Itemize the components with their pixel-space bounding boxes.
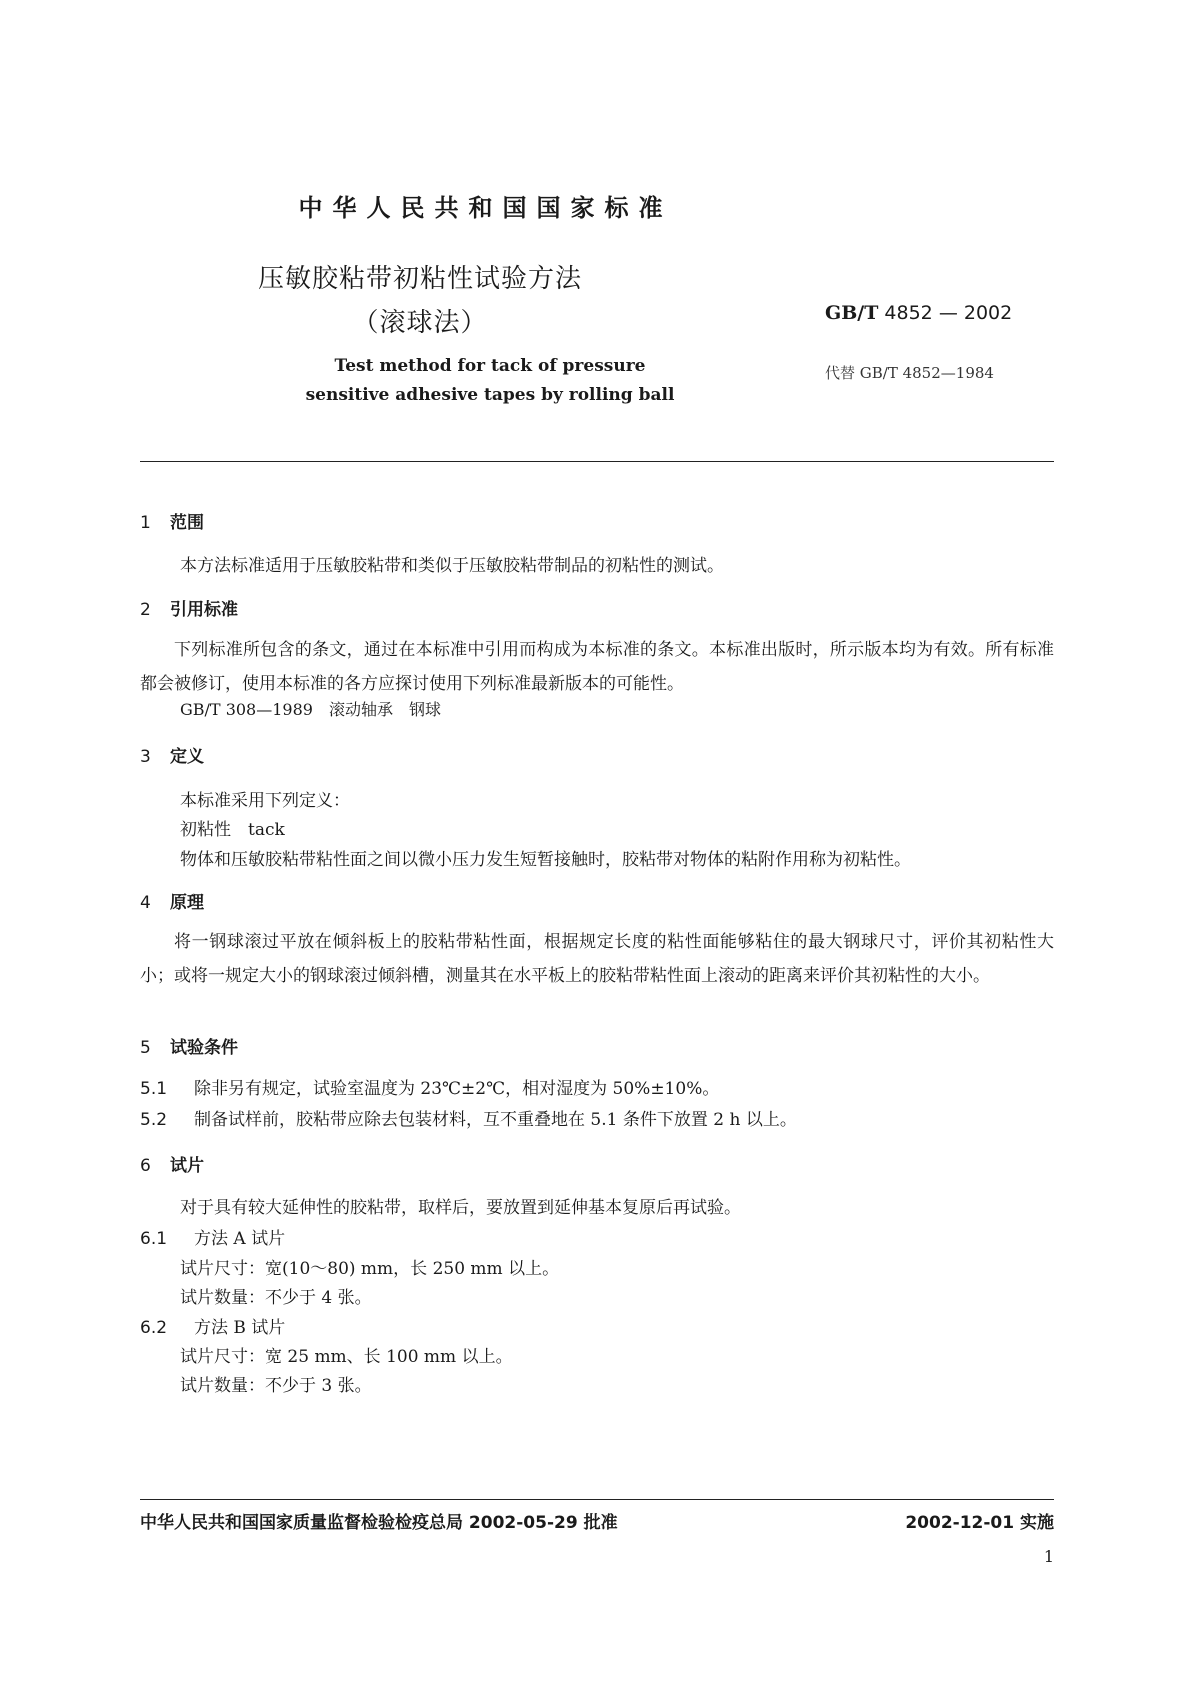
section-6-intro: 对于具有较大延伸性的胶粘带，取样后，要放置到延伸基本复原后再试验。 xyxy=(180,1198,741,1218)
title-zh-line2: （滚球法） xyxy=(352,308,488,338)
section-number: 2 xyxy=(140,600,151,620)
section-title: 引用标准 xyxy=(170,600,238,620)
title-en-line2: sensitive adhesive tapes by rolling ball xyxy=(305,385,675,405)
section-5-heading xyxy=(140,1033,238,1058)
section-3-heading xyxy=(140,742,204,767)
standard-code-prefix: GB/T xyxy=(825,302,879,324)
clause-number: 6.1 xyxy=(140,1229,168,1249)
clause-6-2 xyxy=(140,1313,285,1338)
section-2-reference: GB/T 308—1989 滚动轴承 钢球 xyxy=(180,700,441,719)
standard-code-number: 4852 — 2002 xyxy=(884,302,1013,324)
section-title: 试验条件 xyxy=(170,1038,238,1058)
section-3-term: 初粘性 tack xyxy=(180,820,285,840)
section-number: 1 xyxy=(140,513,151,533)
clause-6-2-size: 试片尺寸：宽 25 mm、长 100 mm 以上。 xyxy=(180,1347,513,1367)
standard-type-heading: 中华人民共和国国家标准 xyxy=(298,194,673,222)
section-3-definition: 物体和压敏胶粘带粘性面之间以微小压力发生短暂接触时，胶粘带对物体的粘附作用称为初粘性。 xyxy=(180,850,911,870)
clause-5-1 xyxy=(140,1074,719,1099)
section-title: 试片 xyxy=(170,1156,204,1176)
section-4-body: 将一钢球滚过平放在倾斜板上的胶粘带粘性面，根据规定长度的粘性面能够粘住的最大钢球尺寸，评价其初粘性大小；或将一规定大小的钢球滚过倾斜槽，测量其在水平板上的胶粘带粘性面上滚动的距离来评价其初粘性的大小。 xyxy=(140,932,1054,986)
section-number: 6 xyxy=(140,1156,151,1176)
clause-number: 6.2 xyxy=(140,1318,168,1338)
clause-6-1 xyxy=(140,1224,285,1249)
section-title: 定义 xyxy=(170,747,204,767)
section-2-heading xyxy=(140,595,238,620)
title-zh-line1: 压敏胶粘带初粘性试验方法 xyxy=(257,264,582,294)
standard-code xyxy=(825,302,1012,324)
footer-divider xyxy=(140,1499,1054,1500)
clause-title: 方法 A 试片 xyxy=(194,1229,286,1249)
clause-title: 方法 B 试片 xyxy=(194,1318,286,1338)
section-number: 5 xyxy=(140,1038,151,1058)
section-number: 4 xyxy=(140,893,151,913)
header-divider xyxy=(140,461,1054,462)
clause-number: 5.2 xyxy=(140,1110,168,1130)
section-number: 3 xyxy=(140,747,151,767)
clause-text: 制备试样前，胶粘带应除去包装材料，互不重叠地在 5.1 条件下放置 2 h 以上。 xyxy=(194,1110,797,1130)
clause-5-2 xyxy=(140,1105,797,1130)
clause-6-2-quantity: 试片数量：不少于 3 张。 xyxy=(180,1376,372,1396)
section-6-heading xyxy=(140,1151,204,1176)
effective-date: 2002-12-01 实施 xyxy=(905,1513,1054,1533)
section-3-intro: 本标准采用下列定义： xyxy=(180,791,350,811)
approval-line: 中华人民共和国国家质量监督检验检疫总局 2002-05-29 批准 xyxy=(140,1513,618,1533)
section-1-heading xyxy=(140,508,204,533)
section-1-body: 本方法标准适用于压敏胶粘带和类似于压敏胶粘带制品的初粘性的测试。 xyxy=(180,556,724,576)
title-en-line1: Test method for tack of pressure xyxy=(334,356,646,376)
replaces-standard: 代替 GB/T 4852—1984 xyxy=(825,364,994,382)
clause-6-1-size: 试片尺寸：宽(10～80) mm，长 250 mm 以上。 xyxy=(180,1259,560,1279)
section-4-heading xyxy=(140,888,204,913)
section-title: 原理 xyxy=(170,893,204,913)
clause-6-1-quantity: 试片数量：不少于 4 张。 xyxy=(180,1288,372,1308)
clause-text: 除非另有规定，试验室温度为 23℃±2℃，相对湿度为 50%±10%。 xyxy=(194,1079,720,1099)
page-number: 1 xyxy=(1043,1547,1054,1566)
section-title: 范围 xyxy=(170,513,204,533)
section-2-body: 下列标准所包含的条文，通过在本标准中引用而构成为本标准的条文。本标准出版时，所示版本均为有效。所有标准都会被修订，使用本标准的各方应探讨使用下列标准最新版本的可能性。 xyxy=(140,640,1054,694)
clause-number: 5.1 xyxy=(140,1079,168,1099)
